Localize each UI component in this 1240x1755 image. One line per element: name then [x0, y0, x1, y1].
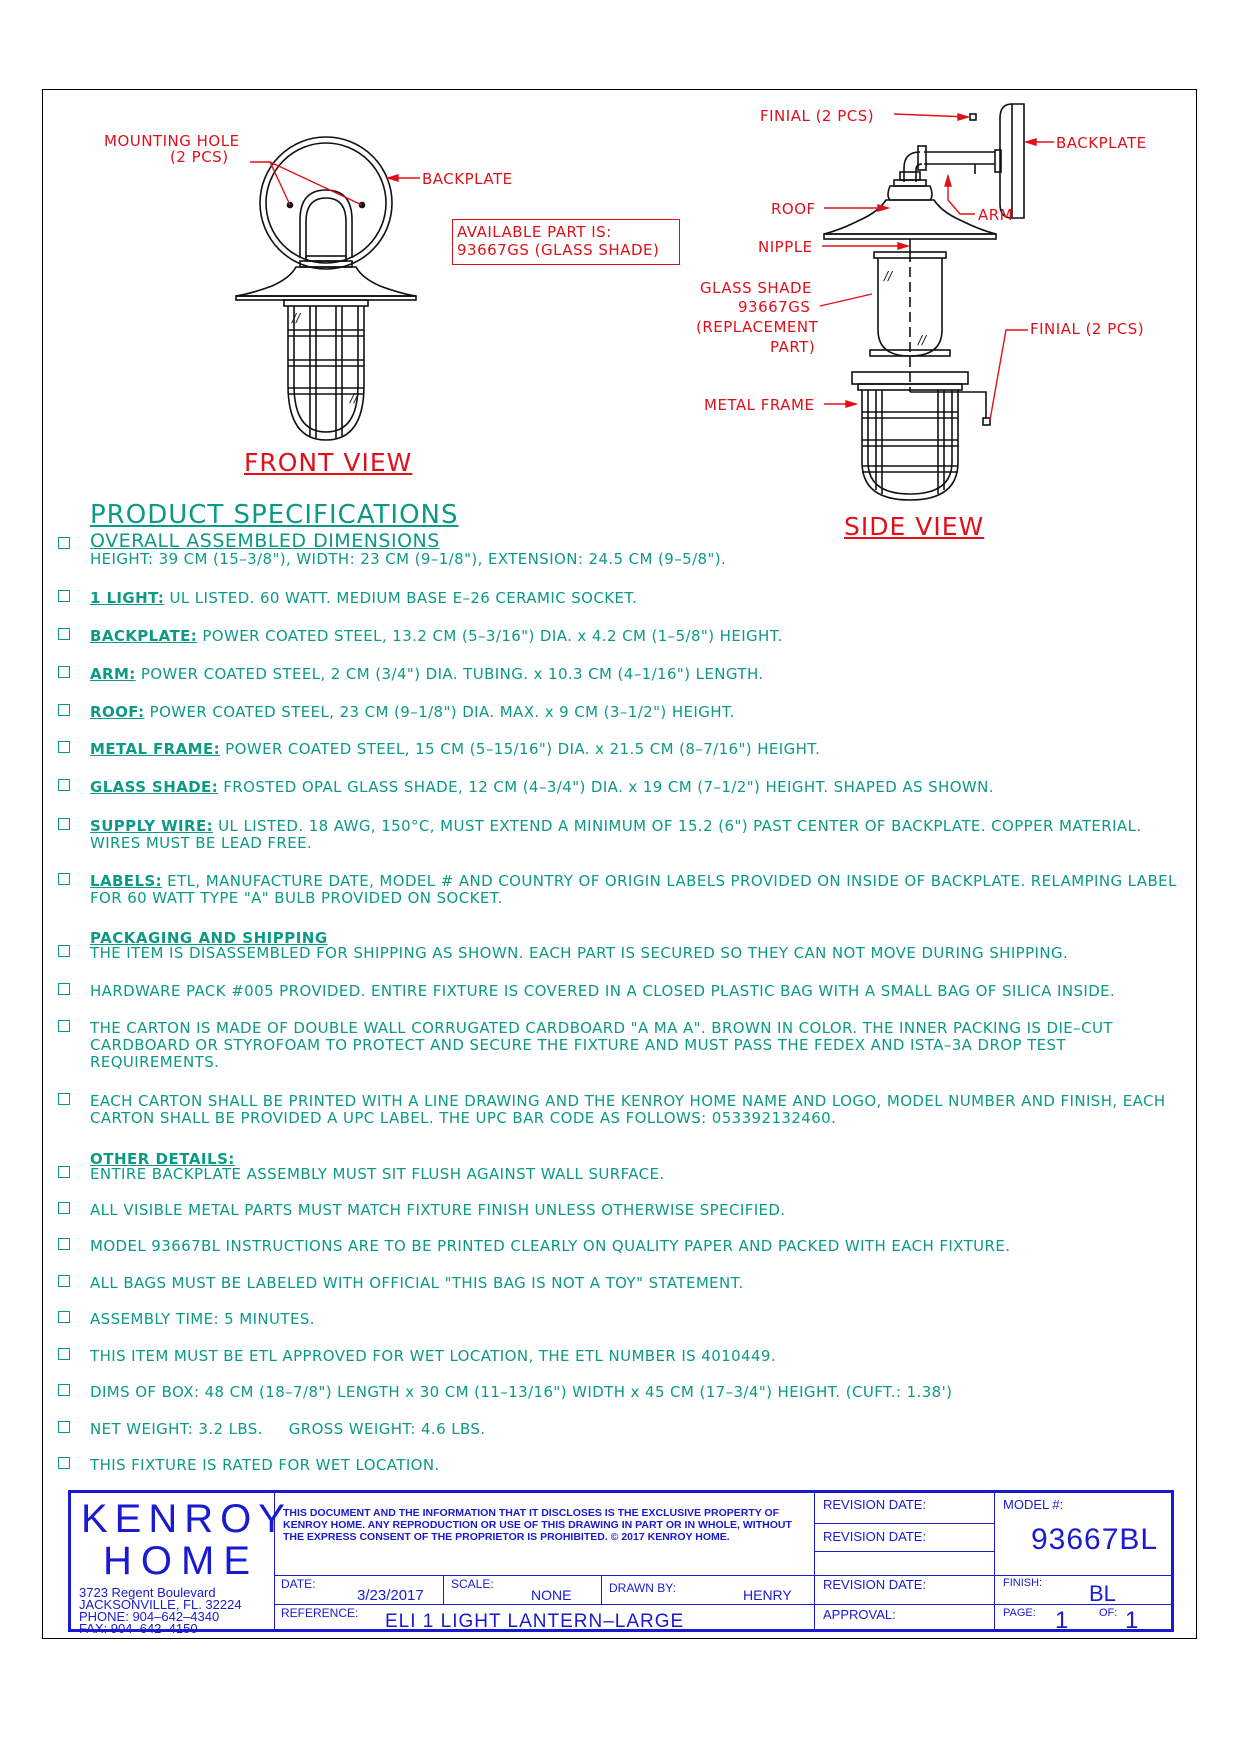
front-backplate-label: BACKPLATE [422, 170, 513, 188]
page-label: PAGE: [1003, 1607, 1036, 1619]
company-fax: FAX: 904–642–4150 [79, 1621, 198, 1636]
packaging-text: HARDWARE PACK #005 PROVIDED. ENTIRE FIXTURE IS COVERED IN A CLOSED PLASTIC BAG WITH A SMALL BAG OF SILICA INSIDE. [90, 982, 1116, 1000]
svg-text://: // [918, 333, 927, 347]
checkbox[interactable] [58, 1457, 70, 1469]
revision-date-1: REVISION DATE: [823, 1497, 927, 1512]
checkbox[interactable] [58, 1275, 70, 1287]
front-view-title: FRONT VIEW [244, 448, 413, 477]
arm-label: ARM [978, 206, 1014, 224]
page-value: 1 [1055, 1607, 1069, 1634]
packaging-text: THE CARTON IS MADE OF DOUBLE WALL CORRUGATED CARDBOARD "A MA A". BROWN IN COLOR. THE INNER PACKING IS DIE–CUT CARDBOARD OR STYROFOAM TO PROTECT AND SECURE THE FIXTURE AND MUST PASS THE FEDEX AND ISTA–3A DROP TEST REQUIREMENTS. [90, 1019, 1113, 1071]
spec-text: ETL, MANUFACTURE DATE, MODEL # AND COUNTRY OF ORIGIN LABELS PROVIDED ON INSIDE OF BACKPLATE. RELAMPING LABEL FOR 60 WATT TYPE "A" BULB PROVIDED ON SOCKET. [90, 872, 1177, 907]
nipple-label: NIPPLE [758, 238, 813, 256]
checkbox[interactable] [58, 1093, 70, 1105]
title-block [68, 1490, 1174, 1636]
glass-shade-label-4: PART) [770, 338, 816, 356]
of-label: OF: [1099, 1607, 1118, 1619]
checkbox[interactable] [58, 779, 70, 791]
approval-label: APPROVAL: [823, 1607, 896, 1622]
other-text: NET WEIGHT: 3.2 LBS. GROSS WEIGHT: 4.6 LBS. [90, 1420, 486, 1438]
model-value: 93667BL [1031, 1523, 1159, 1556]
company-address-1: 3723 Regent Boulevard [79, 1585, 216, 1600]
checkbox[interactable] [58, 1166, 70, 1178]
other-text: ENTIRE BACKPLATE ASSEMBLY MUST SIT FLUSH AGAINST WALL SURFACE. [90, 1165, 665, 1183]
glass-shade-label-3: (REPLACEMENT [696, 318, 819, 336]
checkbox[interactable] [58, 983, 70, 995]
company-address-2: JACKSONVILLE, FL. 32224 [79, 1597, 242, 1612]
spec-text: FROSTED OPAL GLASS SHADE, 12 CM (4–3/4") DIA. x 19 CM (7–1/2") HEIGHT. SHAPED AS SHOWN. [218, 778, 994, 796]
packaging-text: EACH CARTON SHALL BE PRINTED WITH A LINE DRAWING AND THE KENROY HOME NAME AND LOGO, MODEL NUMBER AND FINISH, EACH CARTON SHALL BE PROVIDED A UPC LABEL. THE UPC BAR CODE AS FOLLOWS: 053392132460. [90, 1092, 1166, 1127]
available-part-line1: AVAILABLE PART IS: [457, 223, 612, 241]
checkbox[interactable] [58, 628, 70, 640]
checkbox[interactable] [58, 1384, 70, 1396]
checkbox[interactable] [58, 1348, 70, 1360]
finial-top-label: FINIAL (2 PCS) [760, 107, 875, 125]
spec-heading: LABELS: [90, 872, 163, 890]
model-label: MODEL #: [1003, 1497, 1064, 1512]
spec-text: POWER COATED STEEL, 15 CM (5–15/16") DIA. x 21.5 CM (8–7/16") HEIGHT. [220, 740, 821, 758]
glass-shade-label-2: 93667GS [738, 298, 811, 316]
spec-heading: BACKPLATE: [90, 627, 198, 645]
other-text: ASSEMBLY TIME: 5 MINUTES. [90, 1310, 315, 1328]
finial-right-label: FINIAL (2 PCS) [1030, 320, 1145, 338]
other-text: MODEL 93667BL INSTRUCTIONS ARE TO BE PRINTED CLEARLY ON QUALITY PAPER AND PACKED WITH EACH FIXTURE. [90, 1237, 1011, 1255]
date-value: 3/23/2017 [357, 1587, 424, 1604]
side-backplate-label: BACKPLATE [1056, 134, 1147, 152]
spec-text: UL LISTED. 18 AWG, 150°C, MUST EXTEND A MINIMUM OF 15.2 (6") PAST CENTER OF BACKPLATE. COPPER MATERIAL. WIRES MUST BE LEAD FREE. [90, 817, 1142, 852]
checkbox[interactable] [58, 1311, 70, 1323]
side-view-title: SIDE VIEW [844, 512, 985, 541]
reference-label: REFERENCE: [281, 1606, 359, 1620]
mounting-hole-label: MOUNTING HOLE [104, 132, 240, 150]
date-label: DATE: [281, 1577, 316, 1591]
overall-dimensions-heading: OVERALL ASSEMBLED DIMENSIONS [90, 530, 440, 552]
other-text: THIS ITEM MUST BE ETL APPROVED FOR WET LOCATION, THE ETL NUMBER IS 4010449. [90, 1347, 777, 1365]
legal-notice: THIS DOCUMENT AND THE INFORMATION THAT IT DISCLOSES IS THE EXCLUSIVE PROPERTY OF KENROY HOME. ANY REPRODUCTION OR USE OF THIS DRAWING IN PART OR IN WHOLE, WITHOUT THE EXPRESS CONSENT OF THE PROPRIETOR IS PROHIBITED. © 2017 KENROY HOME. [283, 1507, 792, 1543]
scale-value: NONE [531, 1587, 572, 1603]
available-part-line2: 93667GS (GLASS SHADE) [457, 241, 660, 259]
spec-heading: METAL FRAME: [90, 740, 221, 758]
spec-heading: GLASS SHADE: [90, 778, 219, 796]
checkbox[interactable] [58, 666, 70, 678]
other-text: THIS FIXTURE IS RATED FOR WET LOCATION. [90, 1456, 440, 1474]
overall-dimensions-text: HEIGHT: 39 CM (15–3/8"), WIDTH: 23 CM (9–1/8"), EXTENSION: 24.5 CM (9–5/8"). [90, 550, 727, 568]
svg-text://: // [292, 311, 301, 325]
checkbox[interactable] [58, 1202, 70, 1214]
product-specifications-title: PRODUCT SPECIFICATIONS [90, 500, 459, 530]
finish-label: FINISH: [1003, 1577, 1043, 1589]
spec-heading: 1 LIGHT: [90, 589, 165, 607]
checkbox[interactable] [58, 873, 70, 885]
checkbox[interactable] [58, 537, 70, 549]
drawn-by-value: HENRY [743, 1587, 792, 1603]
glass-shade-label-1: GLASS SHADE [700, 279, 812, 297]
checkbox[interactable] [58, 818, 70, 830]
roof-label: ROOF [771, 200, 816, 218]
checkbox[interactable] [58, 1238, 70, 1250]
spec-heading: ROOF: [90, 703, 145, 721]
other-text: DIMS OF BOX: 48 CM (18–7/8") LENGTH x 30 CM (11–13/16") WIDTH x 45 CM (17–3/4") HEIGHT. (CUFT.: 1.38') [90, 1383, 953, 1401]
spec-text: UL LISTED. 60 WATT. MEDIUM BASE E–26 CERAMIC SOCKET. [164, 589, 638, 607]
spec-heading: SUPPLY WIRE: [90, 817, 213, 835]
other-text: ALL BAGS MUST BE LABELED WITH OFFICIAL "THIS BAG IS NOT A TOY" STATEMENT. [90, 1274, 744, 1292]
revision-date-2: REVISION DATE: [823, 1529, 927, 1544]
svg-text://: // [350, 391, 359, 405]
checkbox[interactable] [58, 741, 70, 753]
checkbox[interactable] [58, 945, 70, 957]
checkbox[interactable] [58, 1421, 70, 1433]
scale-label: SCALE: [451, 1577, 494, 1591]
checkbox[interactable] [58, 704, 70, 716]
spec-heading: ARM: [90, 665, 136, 683]
mounting-hole-qty: (2 PCS) [170, 148, 229, 166]
spec-text: POWER COATED STEEL, 2 CM (3/4") DIA. TUBING. x 10.3 CM (4–1/16") LENGTH. [135, 665, 764, 683]
company-phone: PHONE: 904–642–4340 [79, 1609, 220, 1624]
finish-value: BL [1089, 1581, 1116, 1606]
spec-text: POWER COATED STEEL, 23 CM (9–1/8") DIA. MAX. x 9 CM (3–1/2") HEIGHT. [144, 703, 735, 721]
packaging-heading: PACKAGING AND SHIPPING [90, 929, 328, 947]
revision-date-3: REVISION DATE: [823, 1577, 927, 1592]
company-name-line1: KENROY [81, 1497, 292, 1541]
spec-text: POWER COATED STEEL, 13.2 CM (5–3/16") DIA. x 4.2 CM (1–5/8") HEIGHT. [197, 627, 783, 645]
checkbox[interactable] [58, 590, 70, 602]
other-details-heading: OTHER DETAILS: [90, 1150, 235, 1168]
metal-frame-label: METAL FRAME [704, 396, 815, 414]
of-value: 1 [1125, 1607, 1139, 1634]
company-name-line2: HOME [103, 1539, 259, 1583]
svg-text://: // [884, 269, 893, 283]
other-text: ALL VISIBLE METAL PARTS MUST MATCH FIXTURE FINISH UNLESS OTHERWISE SPECIFIED. [90, 1201, 786, 1219]
drawn-by-label: DRAWN BY: [609, 1581, 676, 1595]
packaging-text: THE ITEM IS DISASSEMBLED FOR SHIPPING AS SHOWN. EACH PART IS SECURED SO THEY CAN NOT MOVE DURING SHIPPING. [90, 944, 1069, 962]
checkbox[interactable] [58, 1020, 70, 1032]
reference-value: ELI 1 LIGHT LANTERN–LARGE [385, 1611, 685, 1632]
